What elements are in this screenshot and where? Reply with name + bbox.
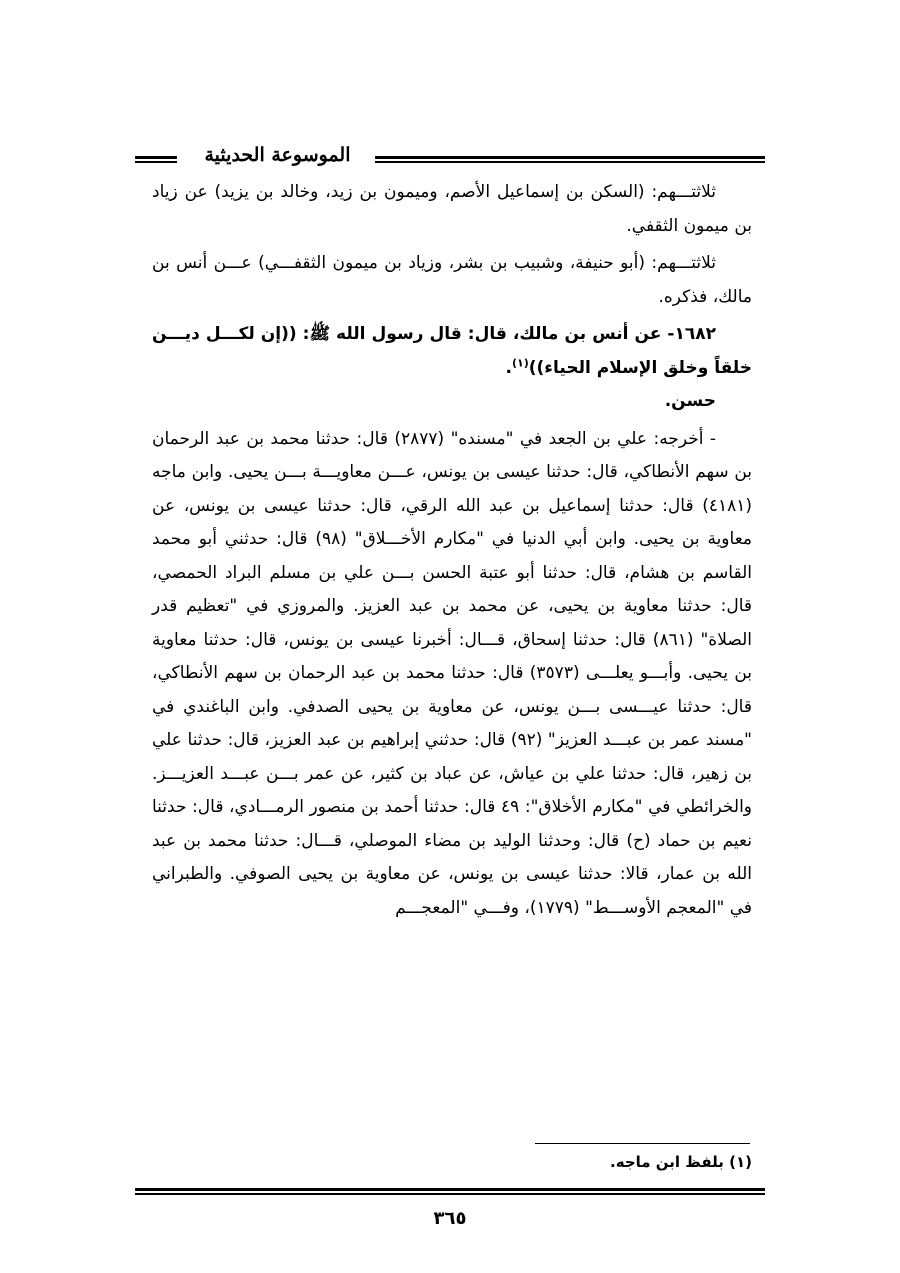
hadith-paragraph [152, 318, 752, 385]
hadith-grade: حسن. [664, 391, 716, 411]
footnote-marker: (١) [511, 355, 529, 369]
takhrij-paragraph: - أخرجه: علي بن الجعد في "مسنده" (٢٨٧٧) قال: حدثنا محمد بن عبد الرحمان بن سهم الأنطاكي، قال: حدثنا عيسى بن يونس، عـــن معاويـــة بـــن يحيى. وابن ماجه (٤١٨١) قال: حدثنا إسماعيل بن عبد الله الرقي، قال: حدثنا عيسى بن يونس، عن معاوية بن يحيى. وابن أبي الدنيا في "مكارم الأخـــلاق" (٩٨) قال: حدثني أبو محمد القاسم بن هشام، قال: حدثنا أبو عتبة الحسن بـــن علي بن مسلم البراد الحمصي، قال: حدثنا معاوية بن يحيى، عن محمد بن عبد العزيز. والمروزي في "تعظيم قدر الصلاة" (٨٦١) قال: حدثنا إسحاق، قـــال: أخبرنا عيسى بن يونس، قال: حدثنا معاوية بن يحيى. وأبـــو يعلـــى (٣٥٧٣) قال: حدثنا محمد بن عبد الرحمان بن سهم الأنطاكي، قال: حدثنا عيـــسى بـــن يونس، عن معاوية بن يحيى الصدفي. وابن الباغندي في "مسند عمر بن عبـــد العزيز" (٩٢) قال: حدثني إبراهيم بن عبد العزيز، قال: حدثنا علي بن زهير، قال: حدثنا علي بن عياش، عن عباد بن كثير، عن عمر بـــن عبـــد العزيـــز. والخرائطي في "مكارم الأخلاق": ٤٩ قال: حدثنا أحمد بن منصور الرمـــادي، قال: حدثنا نعيم بن حماد (ح) قال: وحدثنا الوليد بن مضاء الموصلي، قـــال: حدثنا محمد بن عبد الله بن عمار، قالا: حدثنا عيسى بن يونس، عن معاوية بن يحيى الصوفي. والطبراني في "المعجم الأوســـط" (١٧٧٩)، وفـــي "المعجـــم [152, 428, 753, 918]
hadith-text: ١٦٨٢- عن أنس بن مالك، قال: قال رسول الله ﷺ: ((إن لكـــل ديـــن خلقاً وخلق الإسلام الحياء)) [152, 324, 752, 378]
footnote-separator [535, 1143, 750, 1144]
paragraph-chain-2: ثلاثتـــهم: (أبو حنيفة، وشبيب بن بشر، وزياد بن ميمون الثقفـــي) عـــن أنس بن مالك، فذكره. [152, 253, 752, 307]
running-header [135, 142, 765, 178]
header-rule-left [135, 156, 177, 163]
header-title: الموسوعة الحديثية [204, 144, 351, 166]
footnote-text: (١) بلفظ ابن ماجه. [610, 1153, 752, 1171]
main-text [152, 176, 752, 925]
footer-rule [135, 1188, 765, 1195]
header-rule-right [375, 156, 765, 163]
page-number: ٣٦٥ [433, 1208, 467, 1229]
hadith-end: . [505, 357, 512, 378]
paragraph-chain-1: ثلاثتـــهم: (السكن بن إسماعيل الأصم، وميمون بن زيد، وخالد بن يزيد) عن زياد بن ميمون الثقفي. [152, 182, 752, 236]
